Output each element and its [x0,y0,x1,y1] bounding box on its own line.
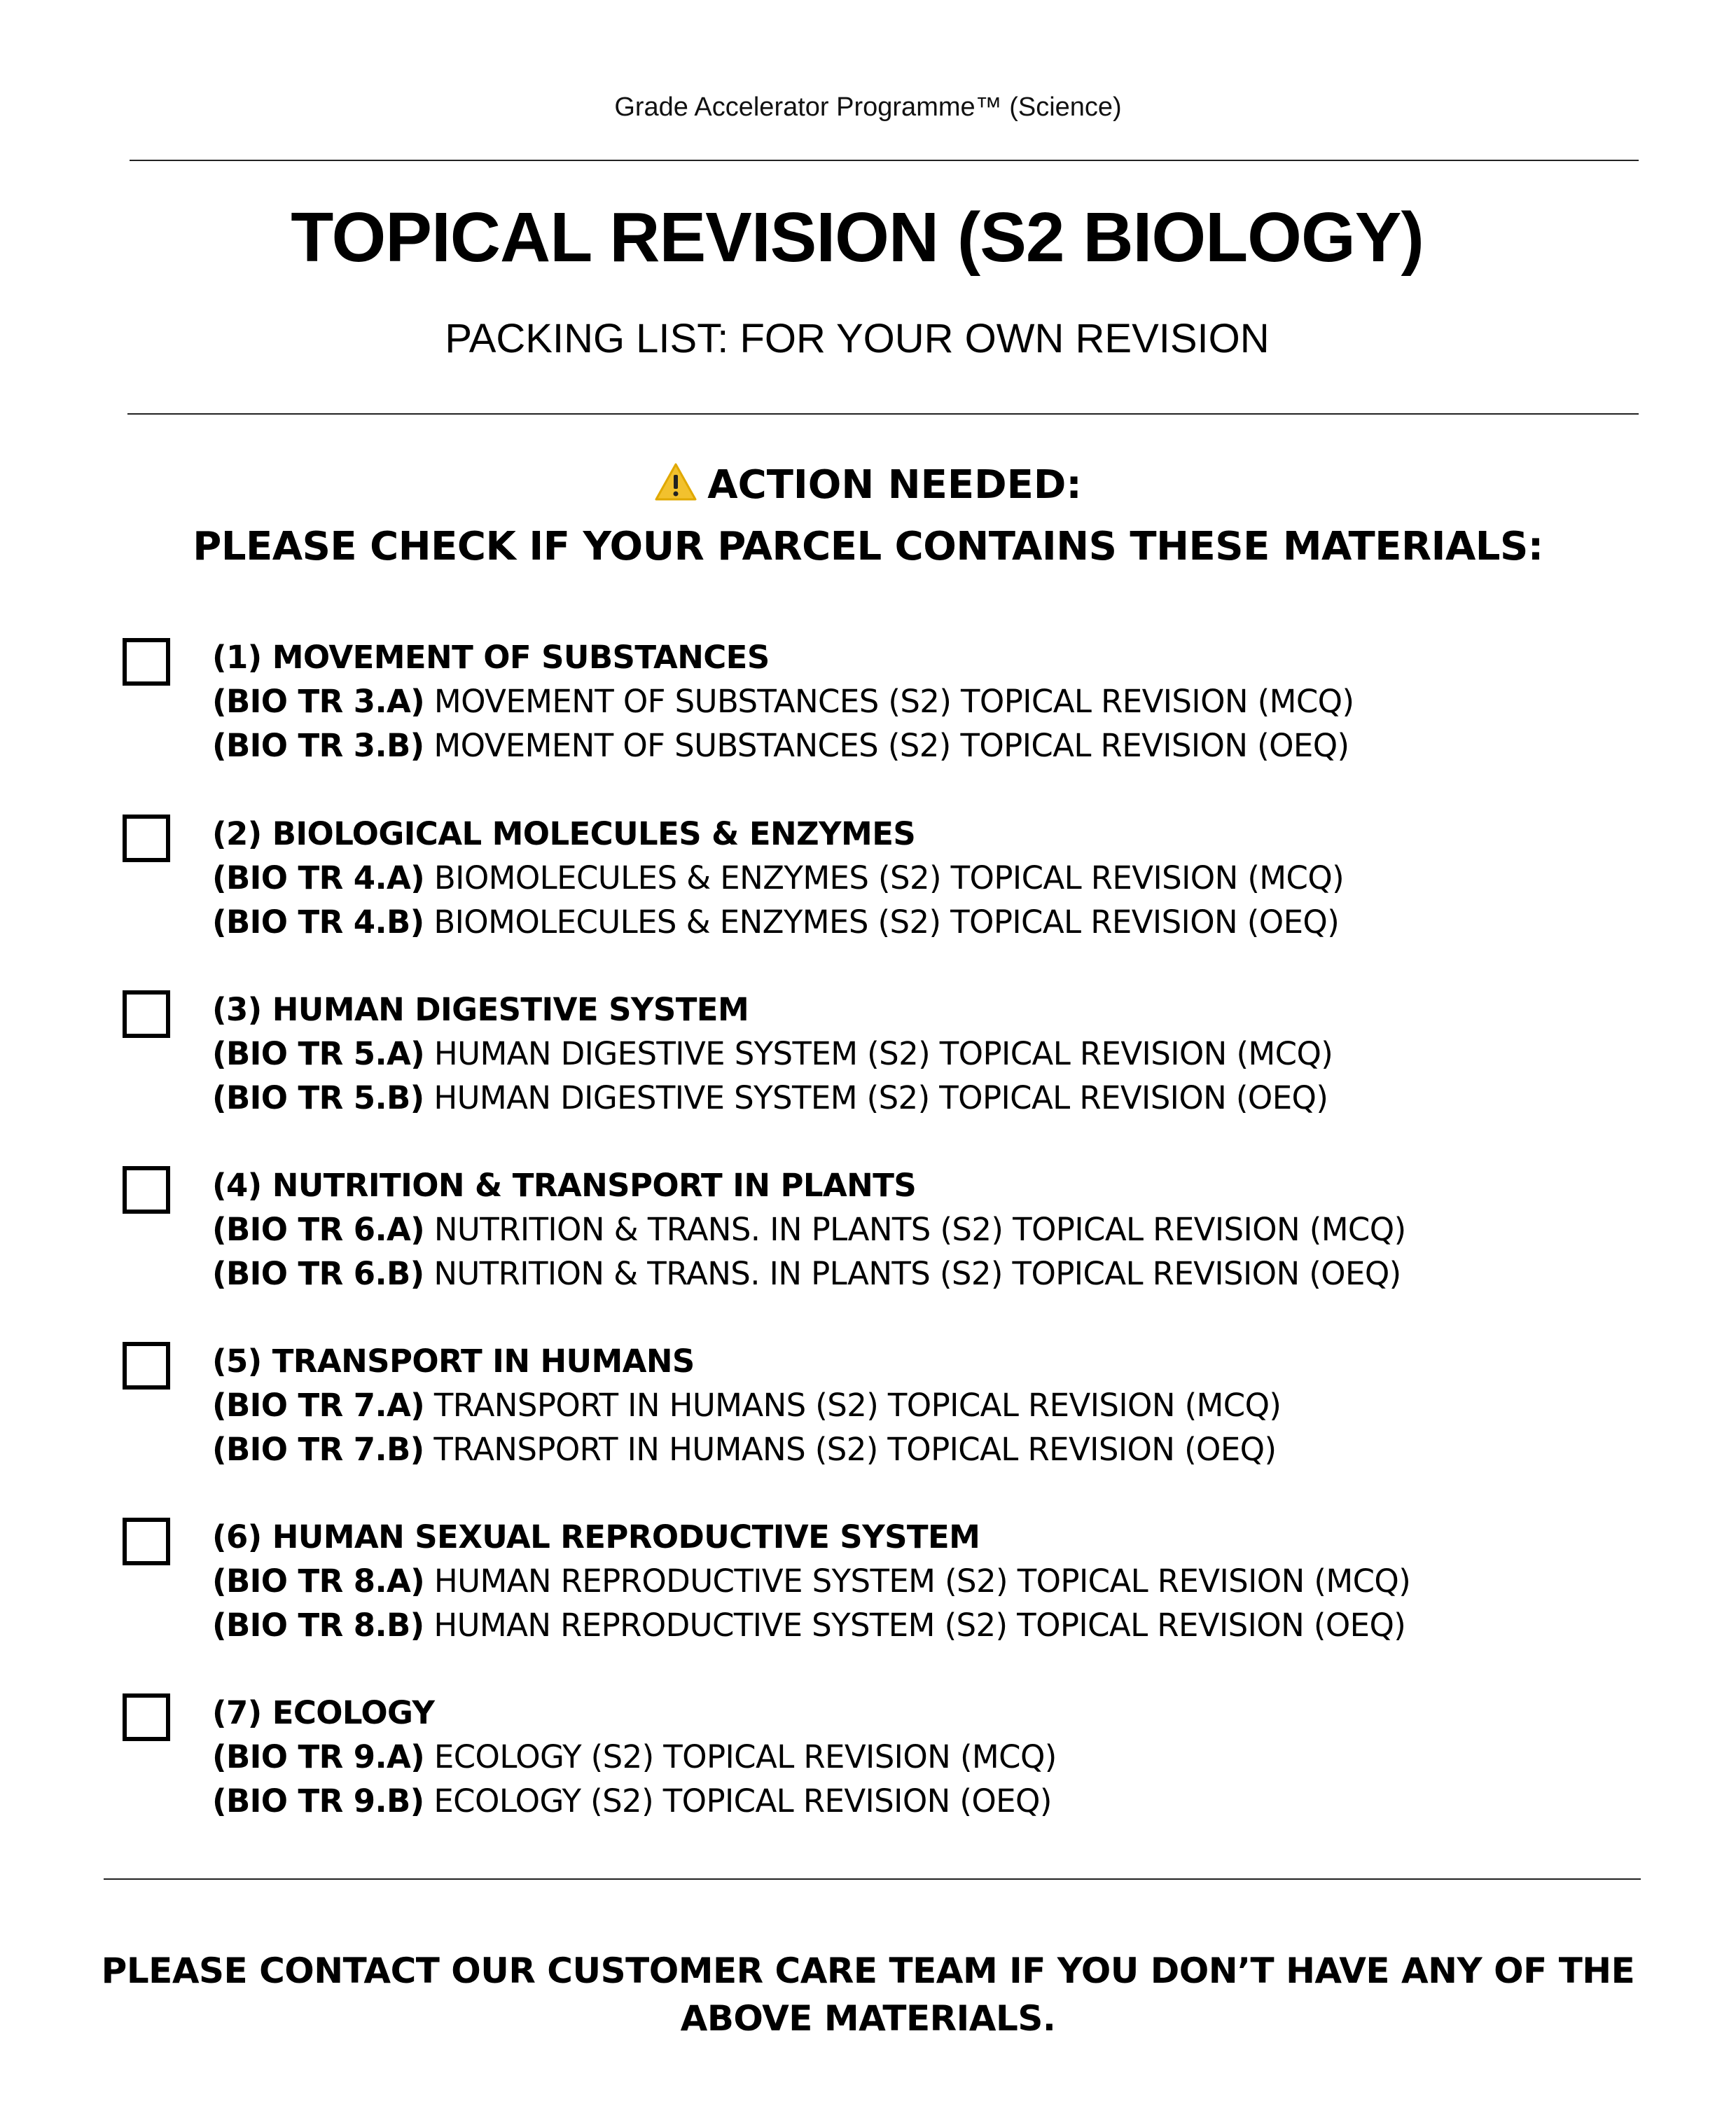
material-description: HUMAN REPRODUCTIVE SYSTEM (S2) TOPICAL REVISION (MCQ) [433,1563,1411,1600]
material-code: (BIO TR 9.A) [212,1738,425,1775]
material-item [212,1603,1410,1647]
section-lines [212,812,1344,944]
material-item [212,1207,1406,1252]
check-instruction: PLEASE CHECK IF YOUR PARCEL CONTAINS THESE MATERIALS: [193,524,1543,569]
material-description: ECOLOGY (S2) TOPICAL REVISION (OEQ) [433,1782,1052,1820]
section-lines [212,635,1354,768]
material-item [212,723,1354,768]
section-checkbox[interactable] [123,1693,170,1741]
material-item [212,1252,1406,1296]
material-item [212,1427,1281,1471]
material-code: (BIO TR 8.B) [212,1607,424,1644]
material-description: MOVEMENT OF SUBSTANCES (S2) TOPICAL REVISION (OEQ) [433,727,1349,764]
section-heading: (6) HUMAN SEXUAL REPRODUCTIVE SYSTEM [212,1518,980,1556]
checklist-section [123,638,1663,785]
material-code: (BIO TR 5.A) [212,1035,425,1072]
material-code: (BIO TR 4.B) [212,903,424,941]
contact-notice [0,1947,1736,2042]
material-description: MOVEMENT OF SUBSTANCES (S2) TOPICAL REVISION (MCQ) [433,683,1354,720]
material-item [212,1735,1057,1779]
action-needed-text: ACTION NEEDED: [707,462,1082,508]
page-title: TOPICAL REVISION (S2 BIOLOGY) [291,198,1424,277]
middle-divider [127,413,1639,415]
section-lines [212,1163,1406,1296]
checklist-section [123,1166,1663,1313]
material-code: (BIO TR 6.A) [212,1211,425,1248]
material-description: TRANSPORT IN HUMANS (S2) TOPICAL REVISION (OEQ) [433,1431,1277,1468]
section-checkbox[interactable] [123,1342,170,1390]
material-code: (BIO TR 8.A) [212,1563,425,1600]
material-code: (BIO TR 7.A) [212,1387,425,1424]
material-code: (BIO TR 3.A) [212,683,425,720]
section-heading: (2) BIOLOGICAL MOLECULES & ENZYMES [212,815,916,852]
section-checkbox[interactable] [123,815,170,862]
programme-header: Grade Accelerator Programme™ (Science) [614,92,1122,122]
section-checkbox[interactable] [123,990,170,1038]
material-code: (BIO TR 6.B) [212,1255,424,1292]
contact-notice-line-2: ABOVE MATERIALS. [680,1998,1056,2039]
action-needed-line [0,462,1736,508]
bottom-divider [104,1878,1641,1880]
section-lines [212,988,1333,1120]
section-lines [212,1515,1410,1647]
material-code: (BIO TR 3.B) [212,727,424,764]
checklist-section [123,1342,1663,1489]
checklist-section [123,990,1663,1137]
material-item [212,679,1354,723]
section-heading: (1) MOVEMENT OF SUBSTANCES [212,639,770,676]
page-subtitle: PACKING LIST: FOR YOUR OWN REVISION [445,316,1270,361]
material-description: HUMAN REPRODUCTIVE SYSTEM (S2) TOPICAL REVISION (OEQ) [433,1607,1406,1644]
section-checkbox[interactable] [123,1518,170,1565]
section-lines [212,1339,1281,1471]
material-code: (BIO TR 9.B) [212,1782,424,1820]
section-heading: (7) ECOLOGY [212,1694,435,1731]
material-description: HUMAN DIGESTIVE SYSTEM (S2) TOPICAL REVISION (MCQ) [433,1035,1333,1072]
section-checkbox[interactable] [123,1166,170,1214]
material-description: HUMAN DIGESTIVE SYSTEM (S2) TOPICAL REVISION (OEQ) [433,1079,1328,1116]
material-item [212,1559,1410,1603]
contact-notice-line-1: PLEASE CONTACT OUR CUSTOMER CARE TEAM IF YOU DON’T HAVE ANY OF THE [101,1951,1635,1991]
checklist-section [123,1518,1663,1665]
material-item [212,1779,1057,1823]
material-description: ECOLOGY (S2) TOPICAL REVISION (MCQ) [433,1738,1057,1775]
material-description: BIOMOLECULES & ENZYMES (S2) TOPICAL REVISION (MCQ) [433,859,1345,896]
section-heading: (3) HUMAN DIGESTIVE SYSTEM [212,991,749,1028]
material-description: NUTRITION & TRANS. IN PLANTS (S2) TOPICAL REVISION (MCQ) [433,1211,1406,1248]
material-item [212,1032,1333,1076]
material-item [212,1383,1281,1427]
material-item [212,856,1344,900]
checklist-section [123,815,1663,962]
material-item [212,900,1344,944]
material-code: (BIO TR 7.B) [212,1431,424,1468]
top-divider [130,160,1639,161]
material-description: BIOMOLECULES & ENZYMES (S2) TOPICAL REVISION (OEQ) [433,903,1340,941]
section-lines [212,1691,1057,1823]
warning-icon [654,462,697,501]
section-heading: (5) TRANSPORT IN HUMANS [212,1343,695,1380]
material-description: TRANSPORT IN HUMANS (S2) TOPICAL REVISION (MCQ) [433,1387,1282,1424]
material-code: (BIO TR 4.A) [212,859,425,896]
material-code: (BIO TR 5.B) [212,1079,424,1116]
section-checkbox[interactable] [123,638,170,686]
checklist-section [123,1693,1663,1841]
material-description: NUTRITION & TRANS. IN PLANTS (S2) TOPICAL REVISION (OEQ) [433,1255,1401,1292]
section-heading: (4) NUTRITION & TRANSPORT IN PLANTS [212,1167,917,1204]
material-item [212,1076,1333,1120]
